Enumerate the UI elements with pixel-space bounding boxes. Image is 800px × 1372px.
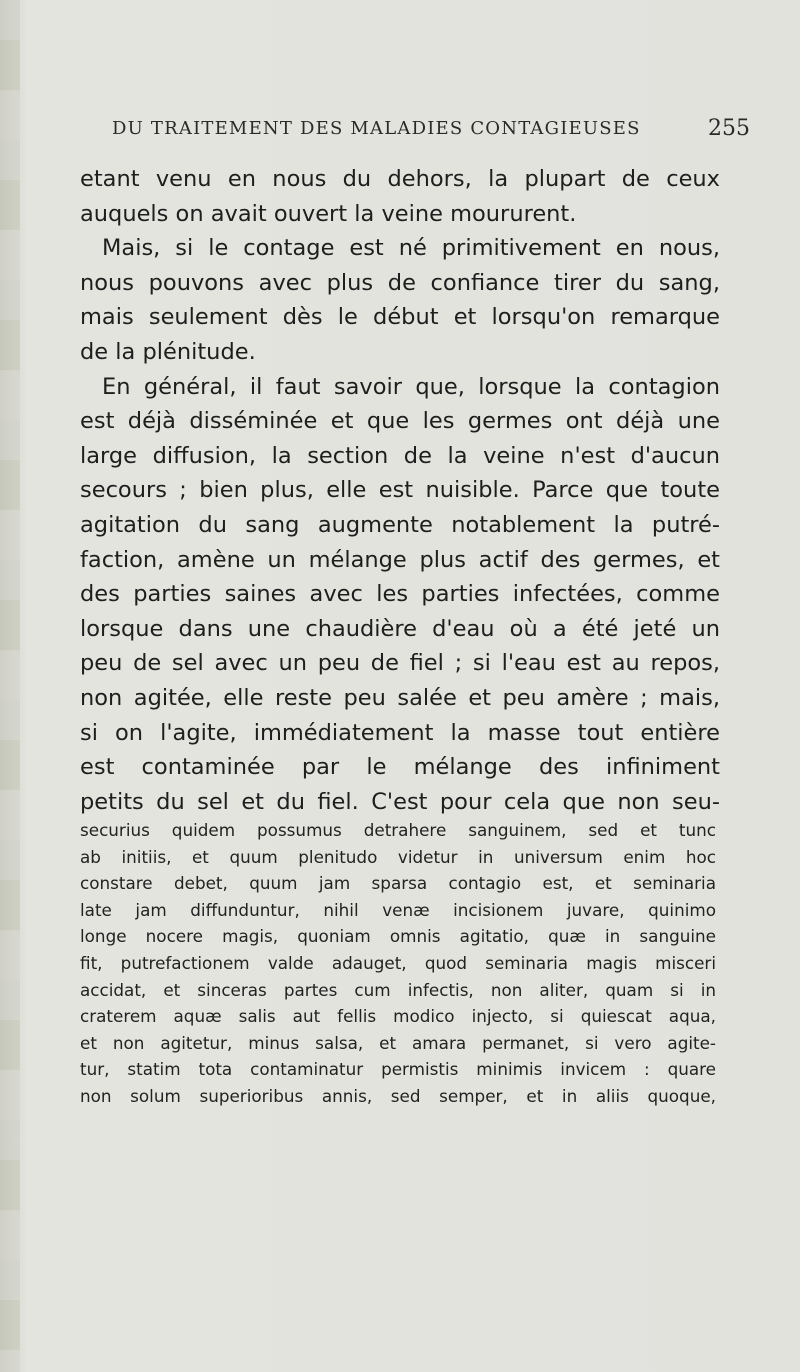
text-line: non agitée, elle reste peu salée et peu amère ; mais, [80,684,720,711]
text-line: nous pouvons avec plus de confiance tirer du sang, [80,269,720,296]
text-line: secours ; bien plus, elle est nuisible. Parce que toute [80,477,720,504]
text-line: si on l'agite, immédiatement la masse tout entière [80,719,720,746]
text-line: large diffusion, la section de la veine n'est d'aucun [80,442,720,469]
text-line: late jam diffunduntur, nihil venæ incisionem juvare, quinimo [80,899,716,920]
page-number: 255 [708,116,750,141]
text-line: est déjà disséminée et que les germes ont déjà une [80,408,720,435]
text-line: Mais, si le contage est né primitivement en nous, [102,235,720,262]
text-line: auquels on avait ouvert la veine moururent. [80,200,577,227]
text-line: non solum superioribus annis, sed semper, et in aliis quoque, [80,1085,716,1106]
text-line: craterem aquæ salis aut fellis modico injecto, si quiescat aqua, [80,1006,716,1027]
text-line: faction, amène un mélange plus actif des germes, et [80,546,720,573]
text-line: tur, statim tota contaminatur permistis minimis invicem : quare [80,1059,716,1080]
text-line: des parties saines avec les parties infectées, comme [80,581,720,608]
text-line: agitation du sang augmente notablement la putré- [80,511,720,538]
text-line: petits du sel et du fiel. C'est pour cela que non seu- [80,788,720,815]
text-line: accidat, et sinceras partes cum infectis, non aliter, quam si in [80,979,716,1000]
text-line: En général, il faut savoir que, lorsque la contagion [102,373,720,400]
running-header: DU TRAITEMENT DES MALADIES CONTAGIEUSES [112,118,641,139]
text-line: constare debet, quum jam sparsa contagio est, et seminaria [80,873,716,894]
text-line: securius quidem possumus detrahere sanguinem, sed et tunc [80,820,716,840]
text-line: lorsque dans une chaudière d'eau où a été jeté un [80,615,720,642]
latin-original-block [80,817,716,1110]
text-line: mais seulement dès le début et lorsqu'on remarque [80,304,720,331]
text-line: fit, putrefactionem valde adauget, quod seminaria magis misceri [80,952,716,973]
text-line: est contaminée par le mélange des infiniment [80,754,720,781]
french-translation-block [80,162,720,819]
text-line: etant venu en nous du dehors, la plupart de ceux [80,166,720,192]
text-line: de la plénitude. [80,338,256,365]
text-line: ab initiis, et quum plenitudo videtur in universum enim hoc [80,846,716,867]
text-line: peu de sel avec un peu de fiel ; si l'eau est au repos, [80,650,720,677]
text-line: et non agitetur, minus salsa, et amara permanet, si vero agite- [80,1032,716,1053]
page-binding-edge [0,0,20,1372]
text-line: longe nocere magis, quoniam omnis agitatio, quæ in sanguine [80,926,716,947]
